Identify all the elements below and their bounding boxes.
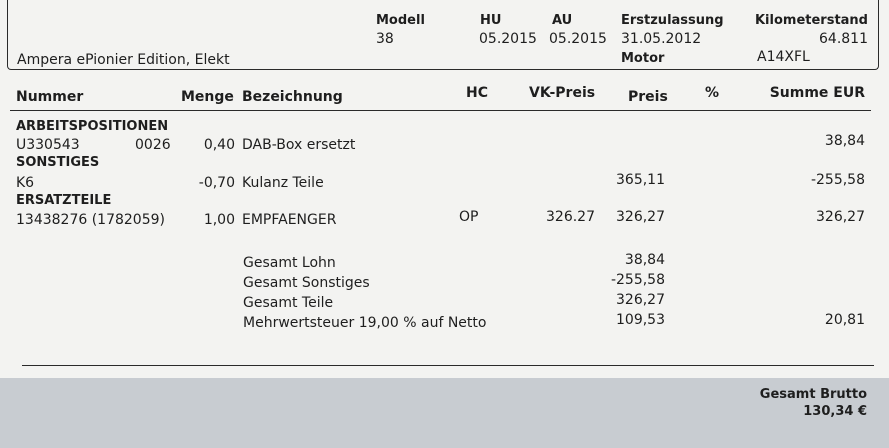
column-hc: HC [466,85,488,101]
mwst-netto-value: 109,53 [616,312,665,328]
row-nummer: 13438276 (1782059) [16,212,165,228]
erstzulassung-value: 31.05.2012 [621,31,702,47]
modell-label: Modell [376,13,425,28]
column-bezeichnung: Bezeichnung [242,89,343,105]
column-prozent: % [705,85,720,101]
column-nummer: Nummer [16,89,84,105]
section-ersatzteile: ERSATZTEILE [16,193,112,208]
au-label: AU [552,13,573,28]
modell-value: 38 [376,31,394,47]
erstzulassung-label: Erstzulassung [621,13,724,28]
row-bezeichnung: EMPFAENGER [242,212,337,228]
row-summe: 326,27 [816,209,865,225]
total-teile-label: Gesamt Teile [243,295,334,311]
row-preis: 365,11 [616,172,665,188]
column-vk-preis: VK-Preis [529,85,596,101]
column-preis: Preis [628,89,668,105]
row-nummer: U330543 [16,137,80,153]
total-sonstiges-label: Gesamt Sonstiges [243,275,370,291]
total-lohn-value: 38,84 [624,252,665,268]
motor-value: A14XFL [757,49,810,65]
row-menge: -0,70 [198,175,235,191]
column-menge: Menge [181,89,234,105]
section-arbeitspositionen: ARBEITSPOSITIONEN [16,119,169,134]
totals-divider [22,365,874,366]
column-summe-eur: Summe EUR [769,85,865,101]
footer-band [0,378,889,448]
total-sonstiges-value: -255,58 [610,272,665,288]
kilometerstand-label: Kilometerstand [754,13,868,28]
row-nummer: K6 [16,175,35,191]
header-divider [10,110,871,111]
kilometerstand-value: 64.811 [819,31,868,47]
total-lohn-label: Gesamt Lohn [243,255,336,271]
row-preis: 326,27 [616,209,665,225]
motor-label: Motor [621,51,665,66]
hu-value: 05.2015 [479,31,537,47]
row-summe: 38,84 [824,133,865,149]
gesamt-brutto-value: 130,34 € [803,404,867,419]
row-code: 0026 [135,137,171,153]
row-hc: OP [459,209,479,225]
mwst-label: Mehrwertsteuer 19,00 % auf Netto [243,315,487,331]
vehicle-model-name: Ampera ePionier Edition, Elekt [17,52,230,68]
gesamt-brutto-label: Gesamt Brutto [759,387,867,402]
row-summe: -255,58 [810,172,865,188]
row-bezeichnung: DAB-Box ersetzt [242,137,356,153]
total-teile-value: 326,27 [616,292,665,308]
row-menge: 0,40 [203,137,235,153]
row-vk-preis: 326.27 [546,209,595,225]
row-bezeichnung: Kulanz Teile [242,175,324,191]
hu-label: HU [480,13,502,28]
row-menge: 1,00 [203,212,235,228]
mwst-summe-value: 20,81 [824,312,865,328]
section-sonstiges: SONSTIGES [16,155,100,170]
au-value: 05.2015 [549,31,607,47]
